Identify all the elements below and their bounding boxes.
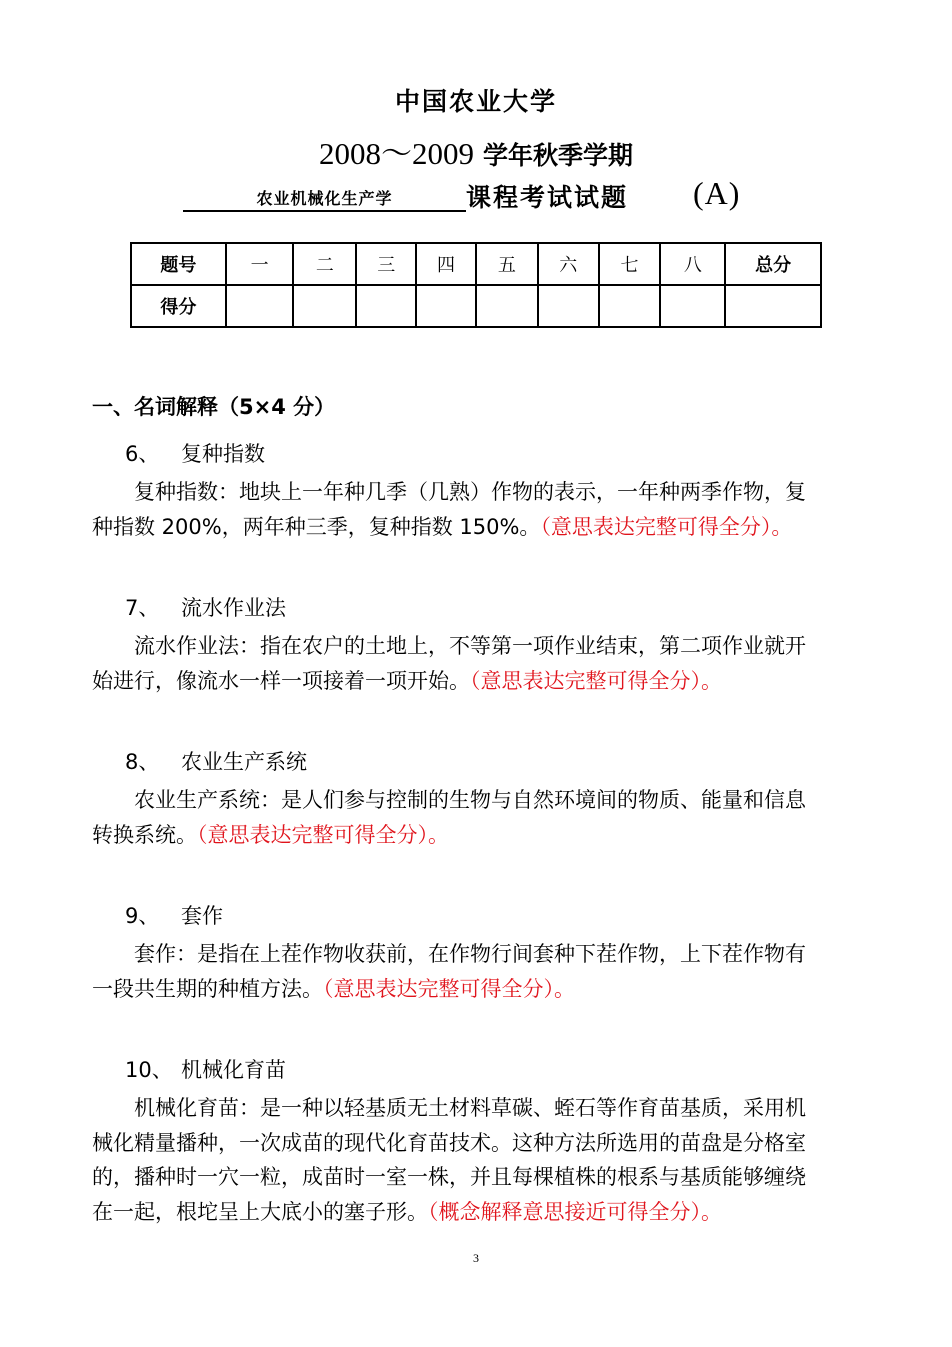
term-name: 机械化育苗 [181, 1058, 286, 1082]
table-header-cell: 一 [226, 243, 294, 285]
table-header-cell: 四 [416, 243, 476, 285]
definition-line: 流水作业法：指在农户的土地上，不等第一项作业结束，第二项作业就开 [134, 634, 806, 658]
definition-line: 套作：是指在上茬作物收获前，在作物行间套种下茬作物，上下茬作物有 [134, 942, 806, 966]
grading-note: （意思表达完整可得全分）。 [540, 514, 793, 539]
score-cell [538, 285, 599, 327]
definition-line: 复种指数：地块上一年种几季（几熟）作物的表示，一年种两季作物，复 [134, 480, 806, 504]
exam-version: (A) [693, 175, 741, 211]
term-index: 10、 [125, 1058, 173, 1082]
definition-line: 机械化育苗：是一种以轻基质无土材料草碳、蛭石等作育苗基质，采用机 [134, 1096, 806, 1120]
page-number: 3 [473, 1251, 479, 1265]
year-range: 2008～2009 [319, 136, 475, 171]
table-header-cell: 二 [293, 243, 356, 285]
term-name: 套作 [181, 904, 223, 928]
score-cell [356, 285, 416, 327]
score-cell [725, 285, 821, 327]
term-name: 农业生产系统 [181, 750, 307, 774]
definition-line: 种指数 200%，两年种三季，复种指数 150%。 [92, 514, 541, 539]
table-header-cell: 五 [476, 243, 538, 285]
term-definition [92, 1091, 867, 1229]
table-header-cell: 七 [599, 243, 661, 285]
exam-title: 课程考试试题 [466, 183, 629, 212]
term-heading [125, 1054, 286, 1084]
definition-line: 一段共生期的种植方法。 [92, 976, 323, 1001]
university-title: 中国农业大学 [394, 87, 557, 116]
term-name: 流水作业法 [181, 596, 286, 620]
term-heading [125, 592, 286, 622]
score-row-label: 得分 [131, 285, 226, 327]
term-index: 8、 [125, 750, 160, 774]
semester-title [0, 128, 952, 173]
term-definition [92, 783, 867, 852]
score-cell [599, 285, 661, 327]
score-table-score-row [131, 285, 821, 327]
table-header-cell: 三 [356, 243, 416, 285]
term-heading [125, 746, 307, 776]
term-index: 6、 [125, 442, 160, 466]
term-index: 7、 [125, 596, 160, 620]
grading-note: （意思表达完整可得全分）。 [470, 668, 722, 693]
semester-label: 学年秋季学期 [482, 141, 633, 170]
score-cell [660, 285, 725, 327]
grading-note: （意思表达完整可得全分）。 [197, 822, 449, 847]
score-table-header-row [131, 243, 821, 285]
definition-line: 的，播种时一穴一粒，成苗时一室一株，并且每棵植株的根系与基质能够缠绕 [92, 1165, 806, 1189]
score-cell [476, 285, 538, 327]
table-header-cell: 八 [660, 243, 725, 285]
term-definition [92, 629, 867, 698]
section-title: 一、名词解释（5×4 分） [92, 395, 336, 419]
definition-line: 在一起，根坨呈上大底小的塞子形。 [92, 1199, 428, 1224]
definition-line: 械化精量播种，一次成苗的现代化育苗技术。这种方法所选用的苗盘是分格室 [92, 1130, 806, 1155]
definition-line: 农业生产系统：是人们参与控制的生物与自然环境间的物质、能量和信息 [134, 788, 806, 812]
definition-line: 转换系统。 [92, 822, 197, 847]
term-definition [92, 937, 867, 1006]
term-heading [125, 900, 223, 930]
score-cell [416, 285, 476, 327]
score-table [130, 242, 822, 328]
table-header-cell: 六 [538, 243, 599, 285]
table-header-cell: 总分 [725, 243, 821, 285]
score-cell [226, 285, 294, 327]
grading-note: （概念解释意思接近可得全分）。 [428, 1199, 722, 1224]
score-cell [293, 285, 356, 327]
term-index: 9、 [125, 904, 160, 928]
term-definition [92, 475, 867, 544]
definition-line: 始进行，像流水一样一项接着一项开始。 [92, 668, 470, 693]
term-heading [125, 438, 265, 468]
course-name: 农业机械化生产学 [183, 186, 466, 212]
grading-note: （意思表达完整可得全分）。 [323, 976, 575, 1001]
term-name: 复种指数 [181, 442, 265, 466]
table-header-cell: 题号 [131, 243, 226, 285]
